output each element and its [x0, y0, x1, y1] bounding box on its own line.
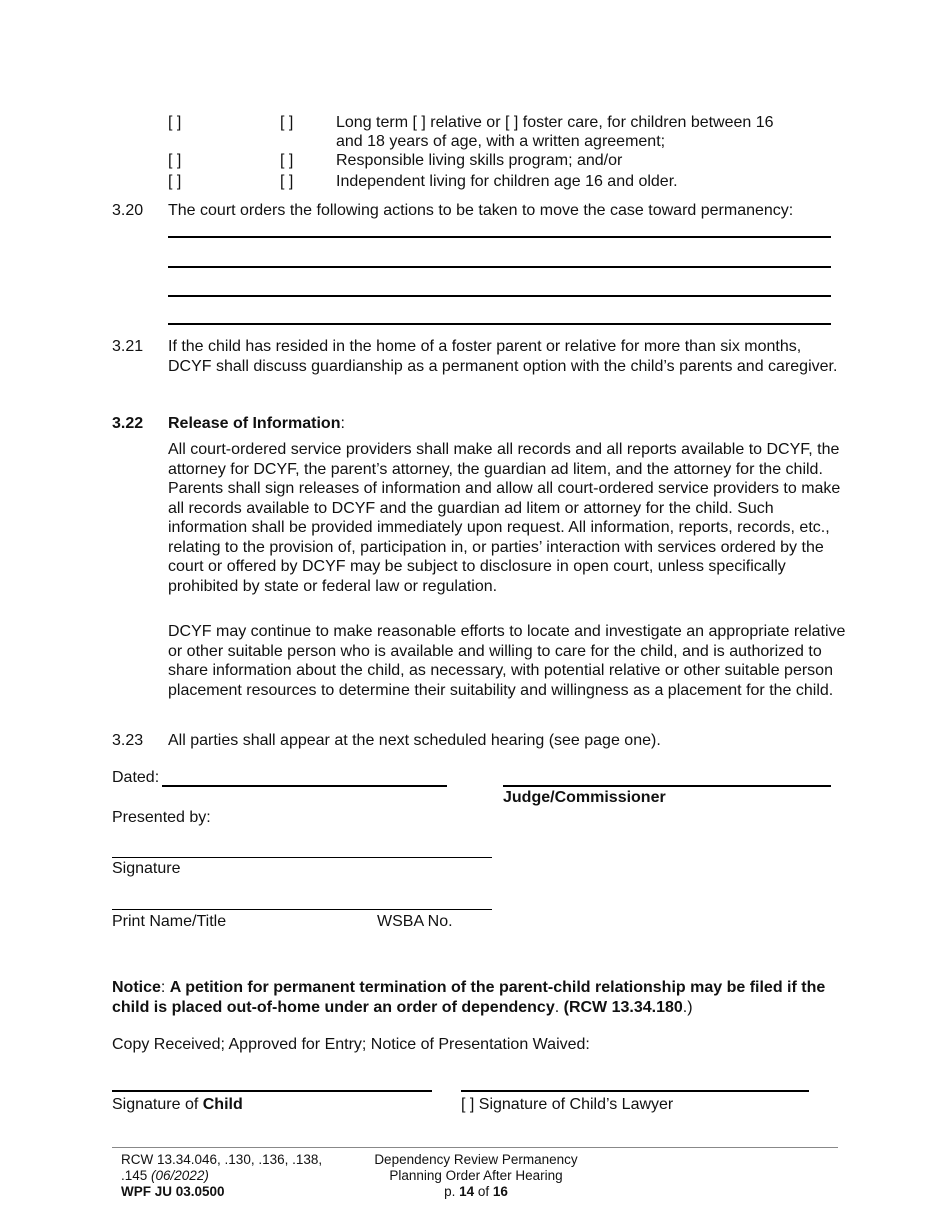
section-number: 3.21	[112, 338, 144, 355]
release-paragraph-1: All court-ordered service providers shall make all records and all reports available to DCYF, the attorney for DCYF, the parent’s attorney, the guardian ad litem, and the attorney for the child. Parents shall sign releases of information and allow all court-ordered service providers to make all records available to DCYF and the guardian ad litem or attorney for the child. Such information shall be provided immediately upon request. All information, reports, records, etc., relating to the provision of, participation in, or parties’ interaction with services ordered by the court or offered by DCYF may be subject to disclosure in open court, unless specifically prohibited by state or federal law or regulation.	[168, 441, 841, 595]
heading-colon: :	[340, 415, 345, 432]
notice-colon: :	[160, 979, 170, 996]
footer-rcw-sections: .145	[121, 1168, 152, 1183]
footer-title-line2: Planning Order After Hearing	[389, 1168, 563, 1183]
footer-page	[360, 1184, 592, 1200]
checkbox-col2[interactable]: [ ]	[280, 152, 294, 169]
checkbox-col1[interactable]: [ ]	[168, 114, 182, 131]
section-3-21-text: If the child has resided in the home of a foster parent or relative for more than six months, DCYF shall discuss guardianship as a permanent option with the child’s parents and caregiver.	[168, 338, 838, 375]
notice-sep: .	[554, 998, 564, 1016]
release-paragraph-2: DCYF may continue to make reasonable efforts to locate and investigate an appropriate relative or other suitable person who is available and willing to care for the child, and is authorized to share information about the child, as necessary, with potential relative or other suitable person placement resources to determine their suitability and willingness as a placement for the child.	[168, 623, 846, 699]
checkbox-col2[interactable]: [ ]	[280, 173, 294, 190]
checkbox-col1[interactable]: [ ]	[168, 173, 182, 190]
footer-rcw-line2	[121, 1168, 322, 1184]
lawyer-signature-line[interactable]	[461, 1090, 809, 1092]
option-label: Independent living for children age 16 and older.	[336, 173, 678, 190]
notice-label: Notice	[112, 979, 161, 996]
dated-line[interactable]	[162, 785, 447, 787]
print-name-label: Print Name/Title	[112, 913, 227, 930]
section-number: 3.23	[112, 732, 144, 749]
section-number: 3.22	[112, 415, 144, 432]
page-prefix: p.	[444, 1184, 460, 1199]
page-number: 14	[459, 1184, 475, 1199]
judge-signature-line[interactable]	[503, 785, 831, 787]
print-name-line[interactable]	[112, 909, 492, 910]
section-3-20-text: The court orders the following actions to be taken to move the case toward permanency:	[168, 202, 794, 219]
copy-received: Copy Received; Approved for Entry; Notice of Presentation Waived:	[112, 1036, 590, 1053]
signature-line[interactable]	[112, 857, 492, 858]
notice-rcw: (RCW 13.34.180	[563, 998, 683, 1016]
judge-label: Judge/Commissioner	[503, 789, 666, 806]
page-of: of	[474, 1184, 493, 1199]
child-sig-bold: Child	[202, 1096, 243, 1113]
blank-line-2[interactable]	[168, 266, 831, 268]
wsba-label: WSBA No.	[377, 913, 453, 930]
footer-form-number: WPF JU 03.0500	[121, 1184, 225, 1199]
footer-divider	[112, 1147, 838, 1148]
checkbox-col1[interactable]: [ ]	[168, 152, 182, 169]
presented-by-label: Presented by:	[112, 809, 211, 826]
footer-rcw-line1: RCW 13.34.046, .130, .136, .138,	[121, 1152, 323, 1167]
checkbox-col2[interactable]: [ ]	[280, 114, 294, 131]
footer-rcw	[121, 1152, 322, 1200]
blank-line-4[interactable]	[168, 323, 831, 325]
notice	[112, 978, 840, 1017]
child-sig-prefix: Signature of	[112, 1096, 203, 1113]
release-title: Release of Information	[168, 415, 341, 432]
signature-label: Signature	[112, 860, 181, 877]
section-number: 3.20	[112, 202, 144, 219]
notice-end: .)	[682, 998, 693, 1016]
option-label: Long term [ ] relative or [ ] foster care, for children between 16	[336, 114, 774, 131]
option-label-cont: and 18 years of age, with a written agreement;	[336, 133, 666, 150]
dated-label: Dated:	[112, 769, 160, 786]
option-label: Responsible living skills program; and/or	[336, 152, 623, 169]
section-3-22-heading	[168, 414, 345, 434]
section-3-23-text: All parties shall appear at the next scheduled hearing (see page one).	[168, 732, 661, 749]
footer-title-line1: Dependency Review Permanency	[374, 1152, 578, 1167]
lawyer-signature-label[interactable]: [ ] Signature of Child’s Lawyer	[461, 1096, 674, 1113]
blank-line-1[interactable]	[168, 236, 831, 238]
blank-line-3[interactable]	[168, 295, 831, 297]
footer-title	[360, 1152, 592, 1200]
notice-text: A petition for permanent termination of the parent-child relationship may be filed if the child is placed out-of-home under an order of dependency	[112, 979, 826, 1016]
page-total: 16	[492, 1184, 508, 1199]
child-signature-label	[112, 1095, 243, 1115]
footer-rcw-date: (06/2022)	[151, 1168, 209, 1183]
child-signature-line[interactable]	[112, 1090, 432, 1092]
